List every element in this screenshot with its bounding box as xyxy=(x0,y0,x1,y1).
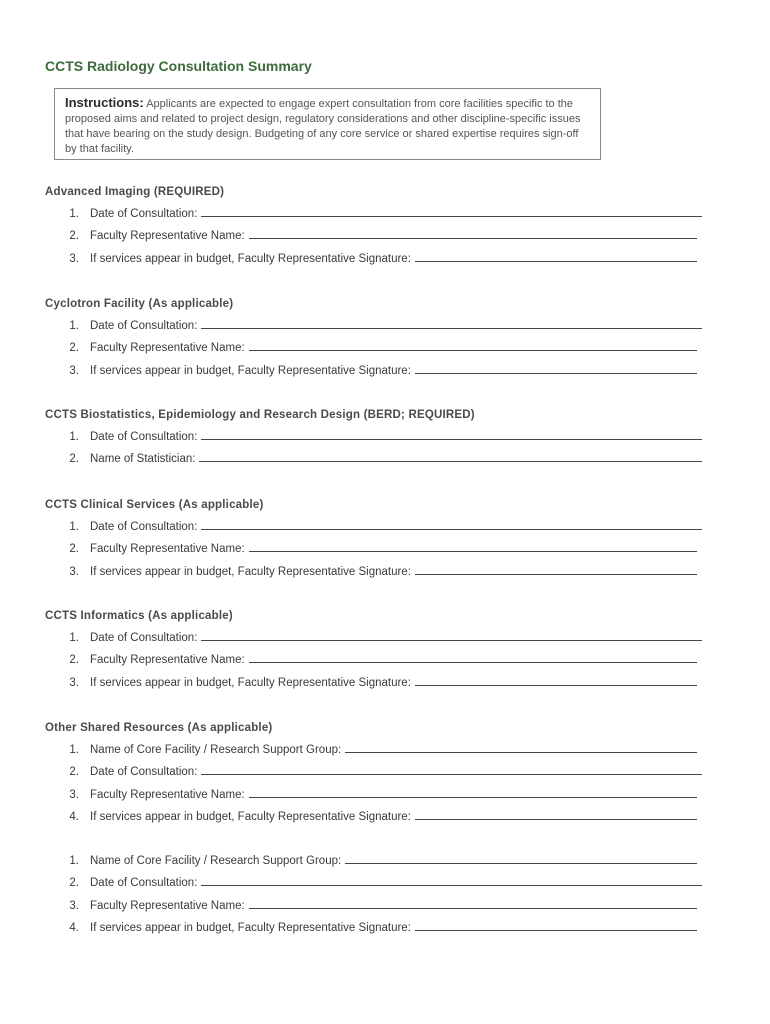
date-of-consultation-field[interactable] xyxy=(201,630,702,641)
form-row xyxy=(45,742,705,764)
date-of-consultation-field[interactable] xyxy=(201,206,702,217)
item-number: 2. xyxy=(69,453,79,466)
field-label: Date of Consultation: xyxy=(90,208,198,220)
item-number: 3. xyxy=(69,565,79,578)
field-label: If services appear in budget, Faculty Representative Signature: xyxy=(90,364,411,377)
field-label: Faculty Representative Name: xyxy=(90,654,245,667)
item-number: 3. xyxy=(69,676,79,689)
form-row xyxy=(45,853,705,875)
item-number: 1. xyxy=(69,855,79,867)
form-row xyxy=(45,429,705,451)
field-label: Name of Core Facility / Research Support Group: xyxy=(90,855,342,867)
field-label: If services appear in budget, Faculty Representative Signature: xyxy=(90,921,411,934)
section-advanced-imaging xyxy=(45,184,705,273)
form-row xyxy=(45,363,705,385)
section-cyclotron xyxy=(45,296,705,385)
instructions-box xyxy=(54,88,601,160)
item-number: 2. xyxy=(69,877,79,890)
signature-field[interactable] xyxy=(415,675,697,686)
section-informatics xyxy=(45,608,705,697)
date-of-consultation-field[interactable] xyxy=(201,875,702,886)
form-row xyxy=(45,787,705,809)
item-number: 3. xyxy=(69,788,79,801)
field-label: Date of Consultation: xyxy=(90,521,198,533)
form-row xyxy=(45,764,705,786)
instructions-text: Applicants are expected to engage expert consultation from core facilities specific to the proposed aims and related to project design, regulatory considerations and other discipline-specific issues that have bearing on the study design. Budgeting of any core service or shared expertise requires sign-off by that facility. xyxy=(65,98,581,155)
form-row xyxy=(45,564,705,586)
item-number: 1. xyxy=(69,431,79,443)
section-clinical-services xyxy=(45,497,705,586)
instructions-lead: Instructions: xyxy=(65,95,144,110)
form-row xyxy=(45,228,705,250)
date-of-consultation-field[interactable] xyxy=(201,429,702,440)
faculty-name-field[interactable] xyxy=(249,340,697,351)
field-label: Faculty Representative Name: xyxy=(90,342,245,355)
signature-field[interactable] xyxy=(415,564,697,575)
item-number: 2. xyxy=(69,766,79,779)
field-label: Date of Consultation: xyxy=(90,320,198,332)
section-heading: CCTS Informatics (As applicable) xyxy=(45,610,233,622)
field-label: Date of Consultation: xyxy=(90,632,198,644)
field-label: Name of Statistician: xyxy=(90,453,196,466)
form-row xyxy=(45,340,705,362)
field-label: Name of Core Facility / Research Support Group: xyxy=(90,744,342,756)
field-label: Date of Consultation: xyxy=(90,877,198,890)
form-row xyxy=(45,206,705,228)
date-of-consultation-field[interactable] xyxy=(201,318,702,329)
item-number: 1. xyxy=(69,208,79,220)
form-row xyxy=(45,519,705,541)
item-number: 2. xyxy=(69,543,79,556)
form-row xyxy=(45,675,705,697)
form-row xyxy=(45,541,705,563)
form-row xyxy=(45,652,705,674)
form-row xyxy=(45,809,705,831)
form-row xyxy=(45,451,705,473)
field-label: Date of Consultation: xyxy=(90,766,198,779)
field-label: Faculty Representative Name: xyxy=(90,230,245,243)
form-row xyxy=(45,920,705,942)
item-number: 2. xyxy=(69,342,79,355)
section-heading: Advanced Imaging (REQUIRED) xyxy=(45,186,225,198)
item-number: 4. xyxy=(69,810,79,823)
item-number: 1. xyxy=(69,521,79,533)
faculty-name-field[interactable] xyxy=(249,898,697,909)
faculty-name-field[interactable] xyxy=(249,787,697,798)
signature-field[interactable] xyxy=(415,920,697,931)
item-number: 1. xyxy=(69,744,79,756)
field-label: If services appear in budget, Faculty Representative Signature: xyxy=(90,565,411,578)
form-row xyxy=(45,251,705,273)
signature-field[interactable] xyxy=(415,363,697,374)
form-row xyxy=(45,875,705,897)
signature-field[interactable] xyxy=(415,809,697,820)
item-number: 1. xyxy=(69,632,79,644)
field-label: If services appear in budget, Faculty Representative Signature: xyxy=(90,676,411,689)
faculty-name-field[interactable] xyxy=(249,228,697,239)
item-number: 2. xyxy=(69,230,79,243)
faculty-name-field[interactable] xyxy=(249,541,697,552)
field-label: Faculty Representative Name: xyxy=(90,899,245,912)
date-of-consultation-field[interactable] xyxy=(201,519,702,530)
field-label: If services appear in budget, Faculty Representative Signature: xyxy=(90,810,411,823)
section-heading: CCTS Biostatistics, Epidemiology and Research Design (BERD; REQUIRED) xyxy=(45,409,475,421)
date-of-consultation-field[interactable] xyxy=(201,764,702,775)
core-facility-name-field[interactable] xyxy=(345,853,697,864)
section-berd xyxy=(45,407,705,474)
core-facility-name-field[interactable] xyxy=(345,742,697,753)
form-row xyxy=(45,318,705,340)
item-number: 1. xyxy=(69,320,79,332)
field-label: Faculty Representative Name: xyxy=(90,788,245,801)
form-row xyxy=(45,630,705,652)
signature-field[interactable] xyxy=(415,251,697,262)
section-other-shared-resources xyxy=(45,720,705,831)
item-number: 3. xyxy=(69,899,79,912)
section-heading: Cyclotron Facility (As applicable) xyxy=(45,298,234,310)
faculty-name-field[interactable] xyxy=(249,652,697,663)
item-number: 2. xyxy=(69,654,79,667)
section-additional-shared-resource xyxy=(45,853,705,942)
page-title: CCTS Radiology Consultation Summary xyxy=(45,58,312,74)
field-label: Date of Consultation: xyxy=(90,431,198,443)
item-number: 4. xyxy=(69,921,79,934)
field-label: Faculty Representative Name: xyxy=(90,543,245,556)
form-row xyxy=(45,898,705,920)
section-heading: Other Shared Resources (As applicable) xyxy=(45,722,273,734)
item-number: 3. xyxy=(69,364,79,377)
item-number: 3. xyxy=(69,252,79,265)
section-heading: CCTS Clinical Services (As applicable) xyxy=(45,499,264,511)
statistician-name-field[interactable] xyxy=(199,451,702,462)
field-label: If services appear in budget, Faculty Representative Signature: xyxy=(90,252,411,265)
